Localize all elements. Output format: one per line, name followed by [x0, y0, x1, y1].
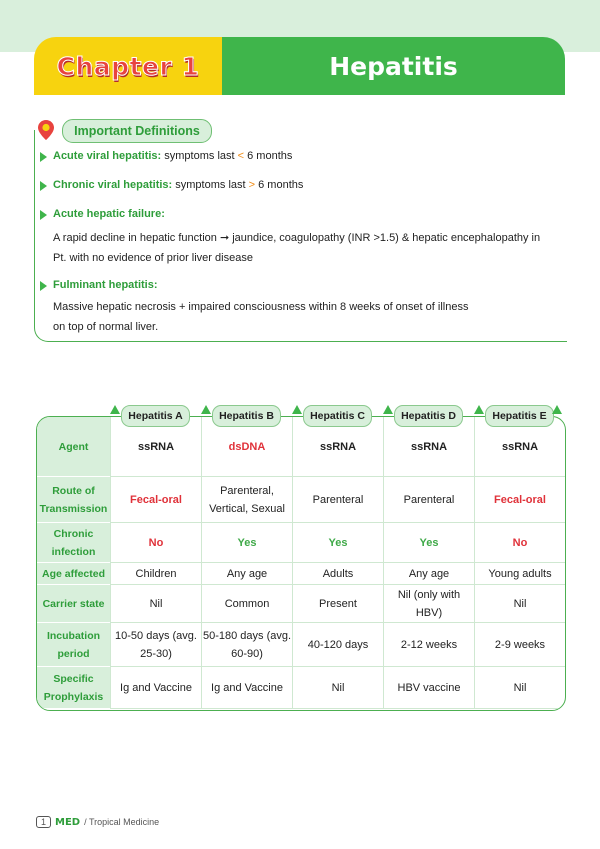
- def-acute-failure-line2: Pt. with no evidence of prior liver disease: [53, 252, 253, 264]
- row-label: Age affected: [37, 563, 110, 585]
- def-fulminant-term: [53, 279, 158, 291]
- definitions-heading: Important Definitions: [62, 119, 212, 143]
- table-cell: Yes: [383, 523, 474, 563]
- column-header: Hepatitis C: [303, 405, 372, 427]
- table-cell: HBV vaccine: [383, 667, 474, 709]
- table-cell: dsDNA: [201, 417, 292, 477]
- row-label: Specific Prophylaxis: [37, 667, 110, 709]
- table-cell: 2-12 weeks: [383, 623, 474, 667]
- chapter-label: [34, 37, 222, 95]
- table-cell: Fecal-oral: [474, 477, 565, 523]
- bullet-icon: [40, 281, 47, 291]
- term: Acute viral hepatitis:: [53, 150, 162, 162]
- header-triangle-icon: [552, 405, 562, 414]
- table-row: [37, 585, 565, 623]
- column-header: Hepatitis D: [394, 405, 463, 427]
- table-cell: Yes: [292, 523, 383, 563]
- table-row: [37, 523, 565, 563]
- title-text: Hepatitis: [329, 51, 458, 81]
- table-cell: Adults: [292, 563, 383, 585]
- table-row: [37, 477, 565, 523]
- term: Fulminant hepatitis:: [53, 279, 158, 291]
- header-triangle-icon: [474, 405, 484, 414]
- table-cell: Present: [292, 585, 383, 623]
- table-cell: 2-9 weeks: [474, 623, 565, 667]
- bullet-icon: [40, 181, 47, 191]
- operator: <: [237, 150, 245, 162]
- table-cell: ssRNA: [474, 417, 565, 477]
- operator: >: [248, 179, 256, 191]
- column-header: Hepatitis E: [485, 405, 554, 427]
- term: Acute hepatic failure:: [53, 208, 165, 220]
- table-cell: Young adults: [474, 563, 565, 585]
- def-chronic-viral: [53, 179, 303, 191]
- text: 6 months: [258, 179, 304, 191]
- row-label: Carrier state: [37, 585, 110, 623]
- brand-logo: MED: [55, 816, 81, 828]
- table-row: [37, 563, 565, 585]
- chapter-text: Chapter 1: [56, 51, 200, 81]
- def-acute-failure-line1: A rapid decline in hepatic function ➞ jaundice, coagulopathy (INR >1.5) & hepatic encephalopathy in: [53, 232, 541, 244]
- row-label: Chronic infection: [37, 523, 110, 563]
- def-fulminant-line2: on top of normal liver.: [53, 321, 159, 333]
- header-triangle-icon: [110, 405, 120, 414]
- term: Chronic viral hepatitis:: [53, 179, 173, 191]
- bullet-icon: [40, 210, 47, 220]
- row-label: Incubation period: [37, 623, 110, 667]
- hepatitis-table: [36, 416, 566, 711]
- table-cell: ssRNA: [383, 417, 474, 477]
- footer: [36, 816, 159, 828]
- table-cell: Ig and Vaccine: [110, 667, 201, 709]
- table-cell: 10-50 days (avg. 25-30): [110, 623, 201, 667]
- section-name: / Tropical Medicine: [84, 817, 160, 827]
- def-fulminant-line1: Massive hepatic necrosis + impaired consciousness within 8 weeks of onset of illness: [53, 301, 469, 313]
- table-cell: Nil: [110, 585, 201, 623]
- table-cell: Nil: [474, 667, 565, 709]
- table-row: [37, 417, 565, 477]
- row-label: Route of Transmission: [37, 477, 110, 523]
- column-header: Hepatitis B: [212, 405, 281, 427]
- row-label: Agent: [37, 417, 110, 477]
- def-acute-viral: [53, 150, 292, 162]
- table-cell: Yes: [201, 523, 292, 563]
- header-triangle-icon: [383, 405, 393, 414]
- table-cell: No: [474, 523, 565, 563]
- table-cell: Parenteral, Vertical, Sexual: [201, 477, 292, 523]
- table-cell: ssRNA: [110, 417, 201, 477]
- page-title: [222, 37, 565, 95]
- table-cell: Any age: [201, 563, 292, 585]
- table-cell: Parenteral: [292, 477, 383, 523]
- table-cell: Children: [110, 563, 201, 585]
- bullet-icon: [40, 152, 47, 162]
- table-row: [37, 667, 565, 709]
- def-acute-failure-term: [53, 208, 165, 220]
- table-cell: ssRNA: [292, 417, 383, 477]
- table-cell: Nil: [474, 585, 565, 623]
- column-header: Hepatitis A: [121, 405, 190, 427]
- table-cell: Parenteral: [383, 477, 474, 523]
- header-triangle-icon: [201, 405, 211, 414]
- table-cell: Nil (only with HBV): [383, 585, 474, 623]
- table-cell: Ig and Vaccine: [201, 667, 292, 709]
- table-cell: Any age: [383, 563, 474, 585]
- table-cell: 40-120 days: [292, 623, 383, 667]
- table-cell: Fecal-oral: [110, 477, 201, 523]
- table-cell: 50-180 days (avg. 60-90): [201, 623, 292, 667]
- table-row: [37, 623, 565, 667]
- table-cell: Common: [201, 585, 292, 623]
- page-number: 1: [36, 816, 51, 828]
- text: symptoms last: [175, 179, 246, 191]
- table-cell: No: [110, 523, 201, 563]
- header-triangle-icon: [292, 405, 302, 414]
- text: symptoms last: [164, 150, 235, 162]
- text: 6 months: [247, 150, 293, 162]
- table-body: [37, 417, 565, 710]
- table-cell: Nil: [292, 667, 383, 709]
- location-pin-icon: [38, 120, 54, 140]
